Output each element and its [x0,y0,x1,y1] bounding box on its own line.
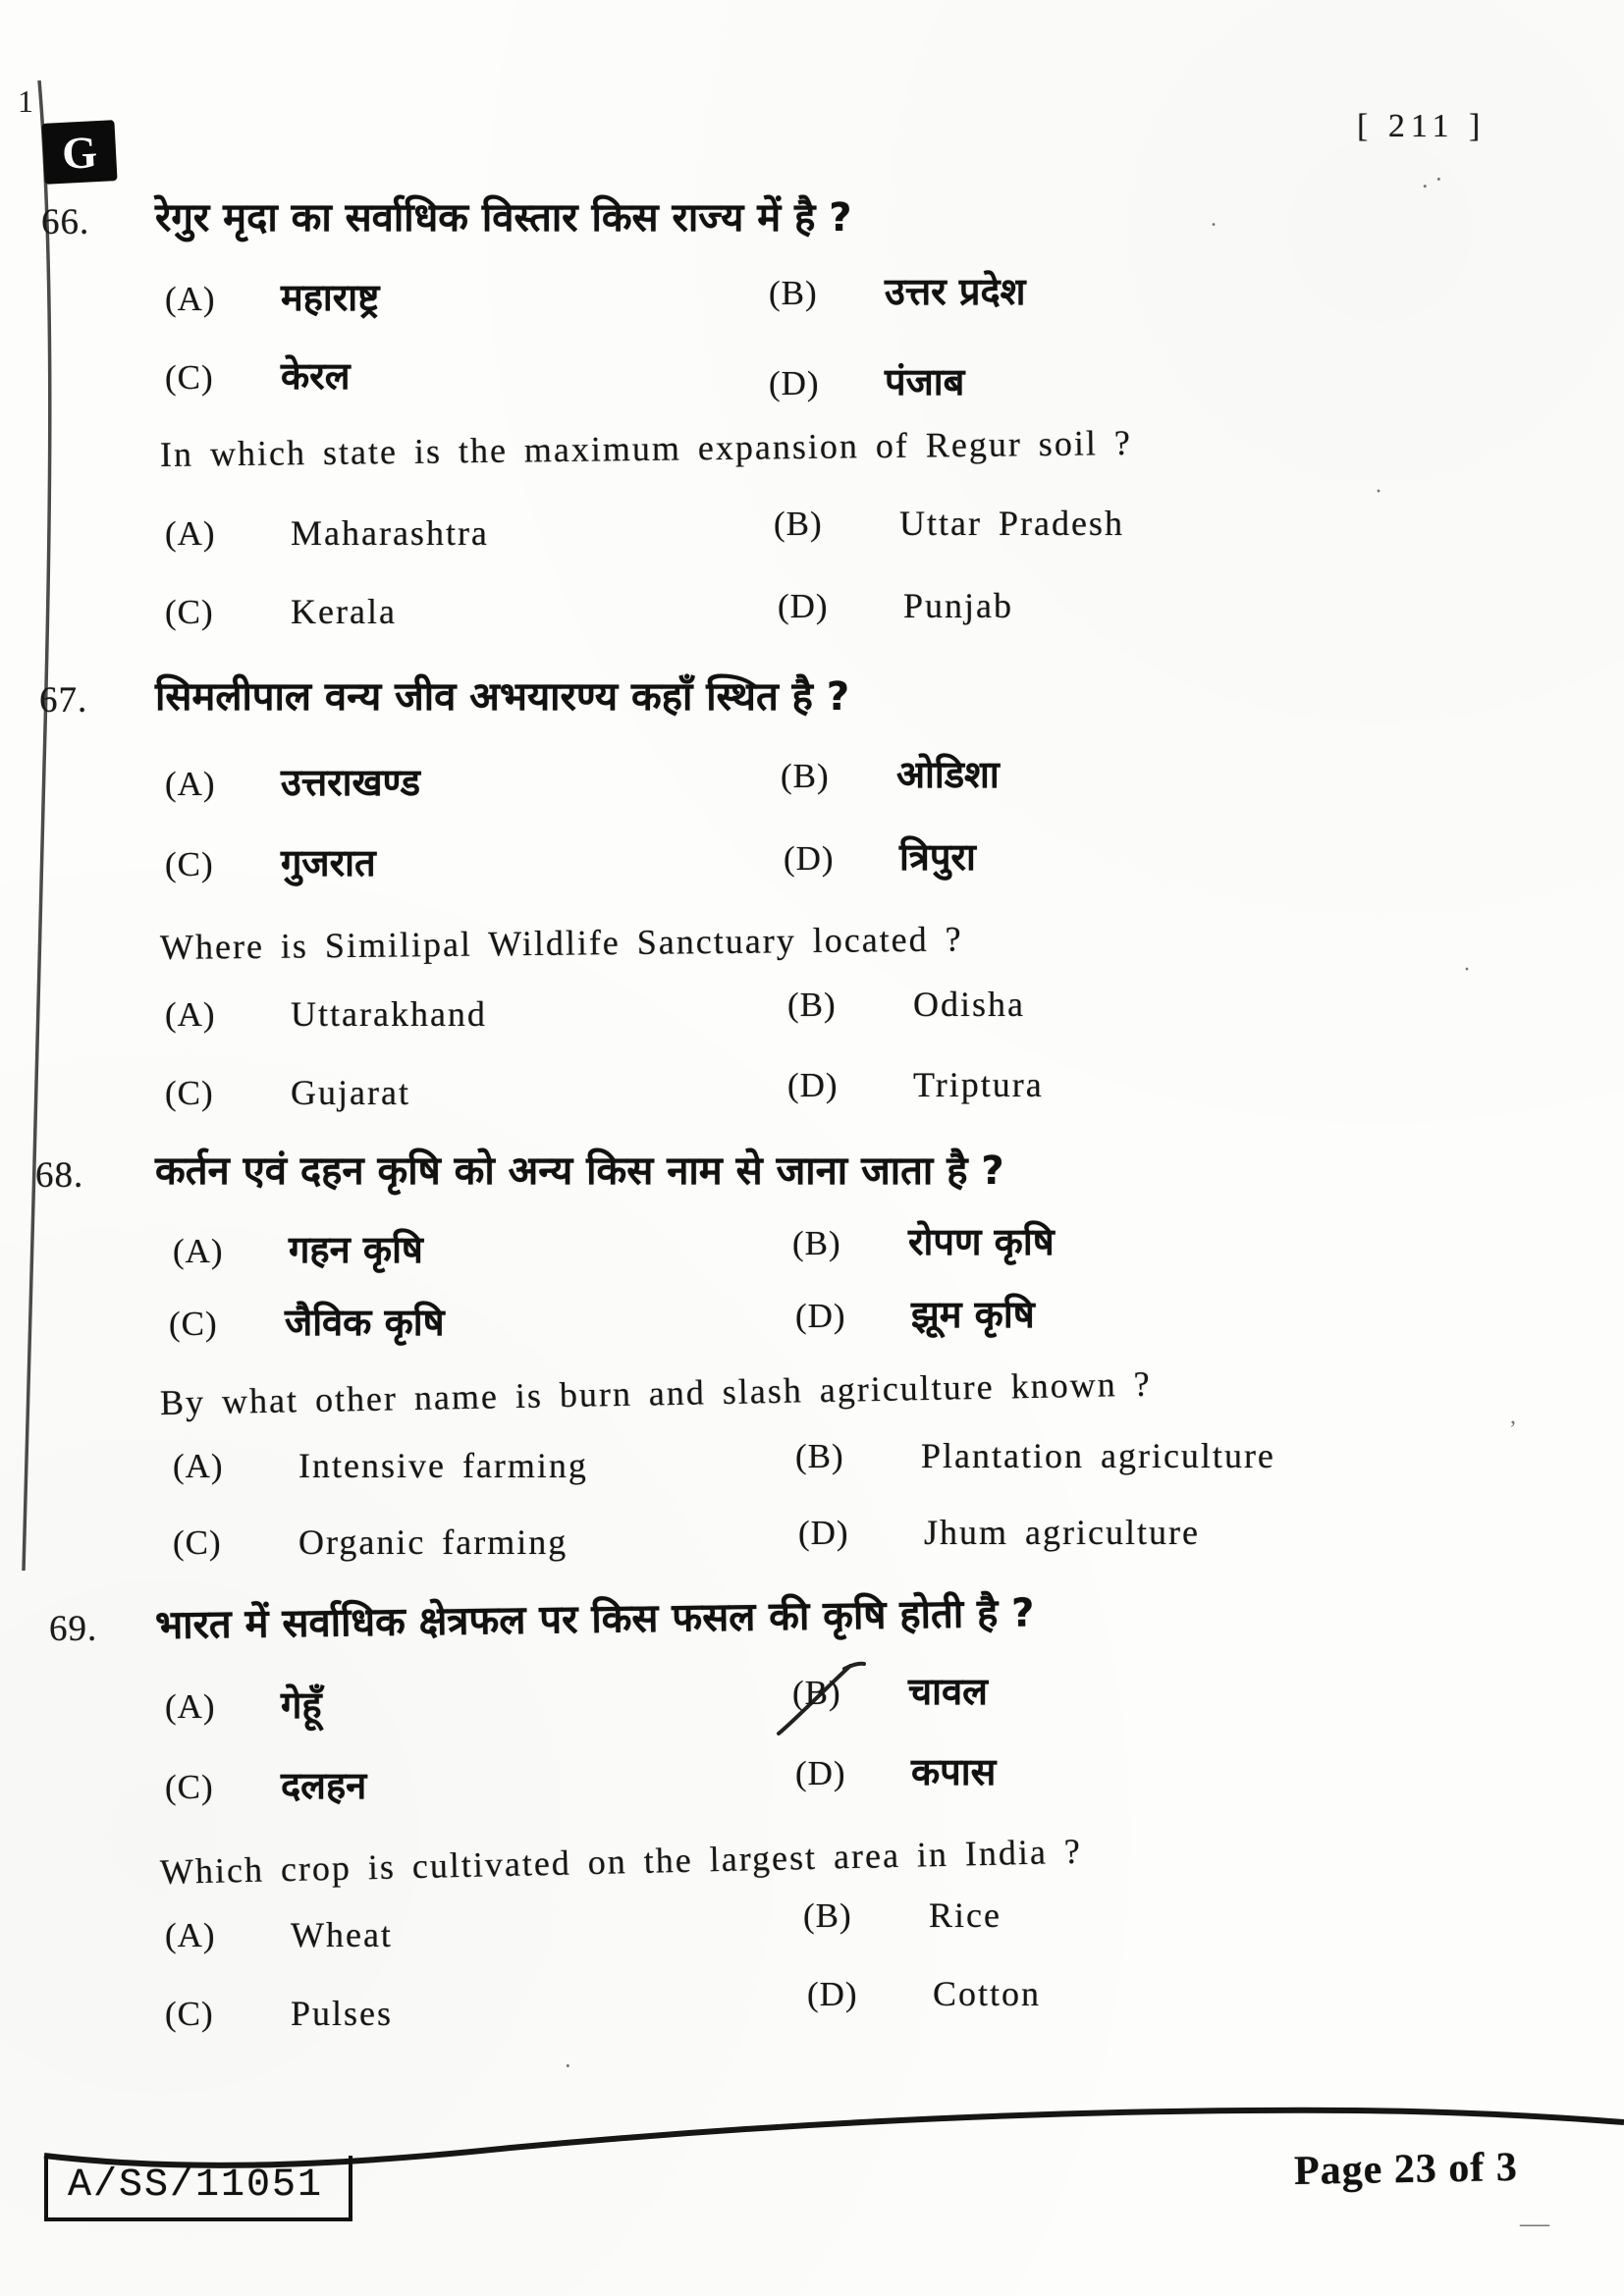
option-a-hindi: (A) महाराष्ट्र [165,276,380,319]
option-c-hindi: (C) गुजरात [165,841,376,884]
option-b-english: (B) Uttar Pradesh [774,504,1124,543]
option-d-english: (D) Triptura [787,1065,1044,1104]
question-text-english: Which crop is cultivated on the largest area in India ? [159,1831,1083,1892]
scan-speck: , [1510,1404,1516,1429]
option-c-hindi: (C) जैविक कृषि [169,1301,445,1344]
question-number: 66. [41,202,90,242]
scan-speck: — [1520,2207,1549,2239]
option-c-hindi: (C) केरल [165,354,351,398]
option-c-english: (C) Gujarat [165,1073,410,1112]
series-badge-letter: G [60,126,99,179]
option-b-english: (B) Plantation agriculture [795,1436,1275,1475]
question-text-hindi: रेगुर मृदा का सर्वाधिक विस्तार किस राज्य में है ? [155,195,852,240]
option-a-english: (A) Intensive farming [173,1446,588,1485]
option-a-hindi: (A) उत्तराखण्ड [165,761,420,804]
option-a-hindi: (A) गहन कृषि [173,1228,423,1271]
question-text-hindi: सिमलीपाल वन्य जीव अभयारण्य कहाँ स्थित है ? [155,674,850,720]
question-number: 67. [39,680,88,721]
option-b-english: (B) Odisha [787,985,1025,1024]
option-d-english: (D) Punjab [778,586,1014,625]
option-b-hindi: (B) उत्तर प्रदेश [769,270,1026,313]
option-a-english: (A) Maharashtra [165,513,489,553]
option-d-hindi: (D) कपास [795,1750,997,1793]
scan-speck: · [564,2052,572,2080]
question-text-english: By what other name is burn and slash agriculture known ? [159,1363,1152,1422]
question-text-english: Where is Similipal Wildlife Sanctuary located ? [159,919,963,967]
booklet-number: [ 211 ] [1357,108,1487,144]
option-a-english: (A) Wheat [165,1915,393,1954]
scan-speck: . · [1422,165,1443,193]
option-a-english: (A) Uttarakhand [165,994,487,1034]
scan-speck: · [1463,957,1471,983]
question-number: 68. [35,1155,84,1196]
series-badge [41,120,117,185]
scan-speck: . [1211,206,1217,232]
option-d-english: (D) Jhum agriculture [798,1513,1200,1552]
option-c-english: (C) Organic farming [173,1522,568,1562]
page-indicator: Page 23 of 3 [1293,2145,1519,2194]
option-c-english: (C) Pulses [165,1994,394,2033]
corner-page-number: 1 [18,83,33,119]
question-text-hindi: कर्तन एवं दहन कृषि को अन्य किस नाम से जाना जाता है ? [155,1148,1004,1194]
question-number: 69. [49,1609,98,1649]
question-text-hindi: भारत में सर्वाधिक क्षेत्रफल पर किस फसल की कृषि होती है ? [154,1590,1035,1648]
paper-code-box [44,2156,352,2221]
option-b-hindi: (B) ओडिशा [781,753,1000,796]
option-a-hindi: (A) गेहूँ [165,1683,322,1727]
scan-speck: · [1375,479,1382,505]
page-spine-line [24,80,50,1571]
option-b-english: (B) Rice [803,1896,1001,1935]
option-c-hindi: (C) दलहन [165,1764,367,1807]
option-b-hindi: (B) चावल [792,1670,988,1713]
option-c-english: (C) Kerala [165,592,397,631]
option-d-hindi: (D) झूम कृषि [795,1293,1035,1336]
option-b-hindi: (B) रोपण कृषि [792,1220,1055,1263]
option-d-hindi: (D) त्रिपुरा [784,835,976,879]
paper-code: A/SS/11051 [68,2163,324,2208]
option-d-english: (D) Cotton [807,1974,1042,2013]
question-text-english: In which state is the maximum expansion of Regur soil ? [159,422,1133,474]
option-d-hindi: (D) पंजाब [769,360,965,403]
